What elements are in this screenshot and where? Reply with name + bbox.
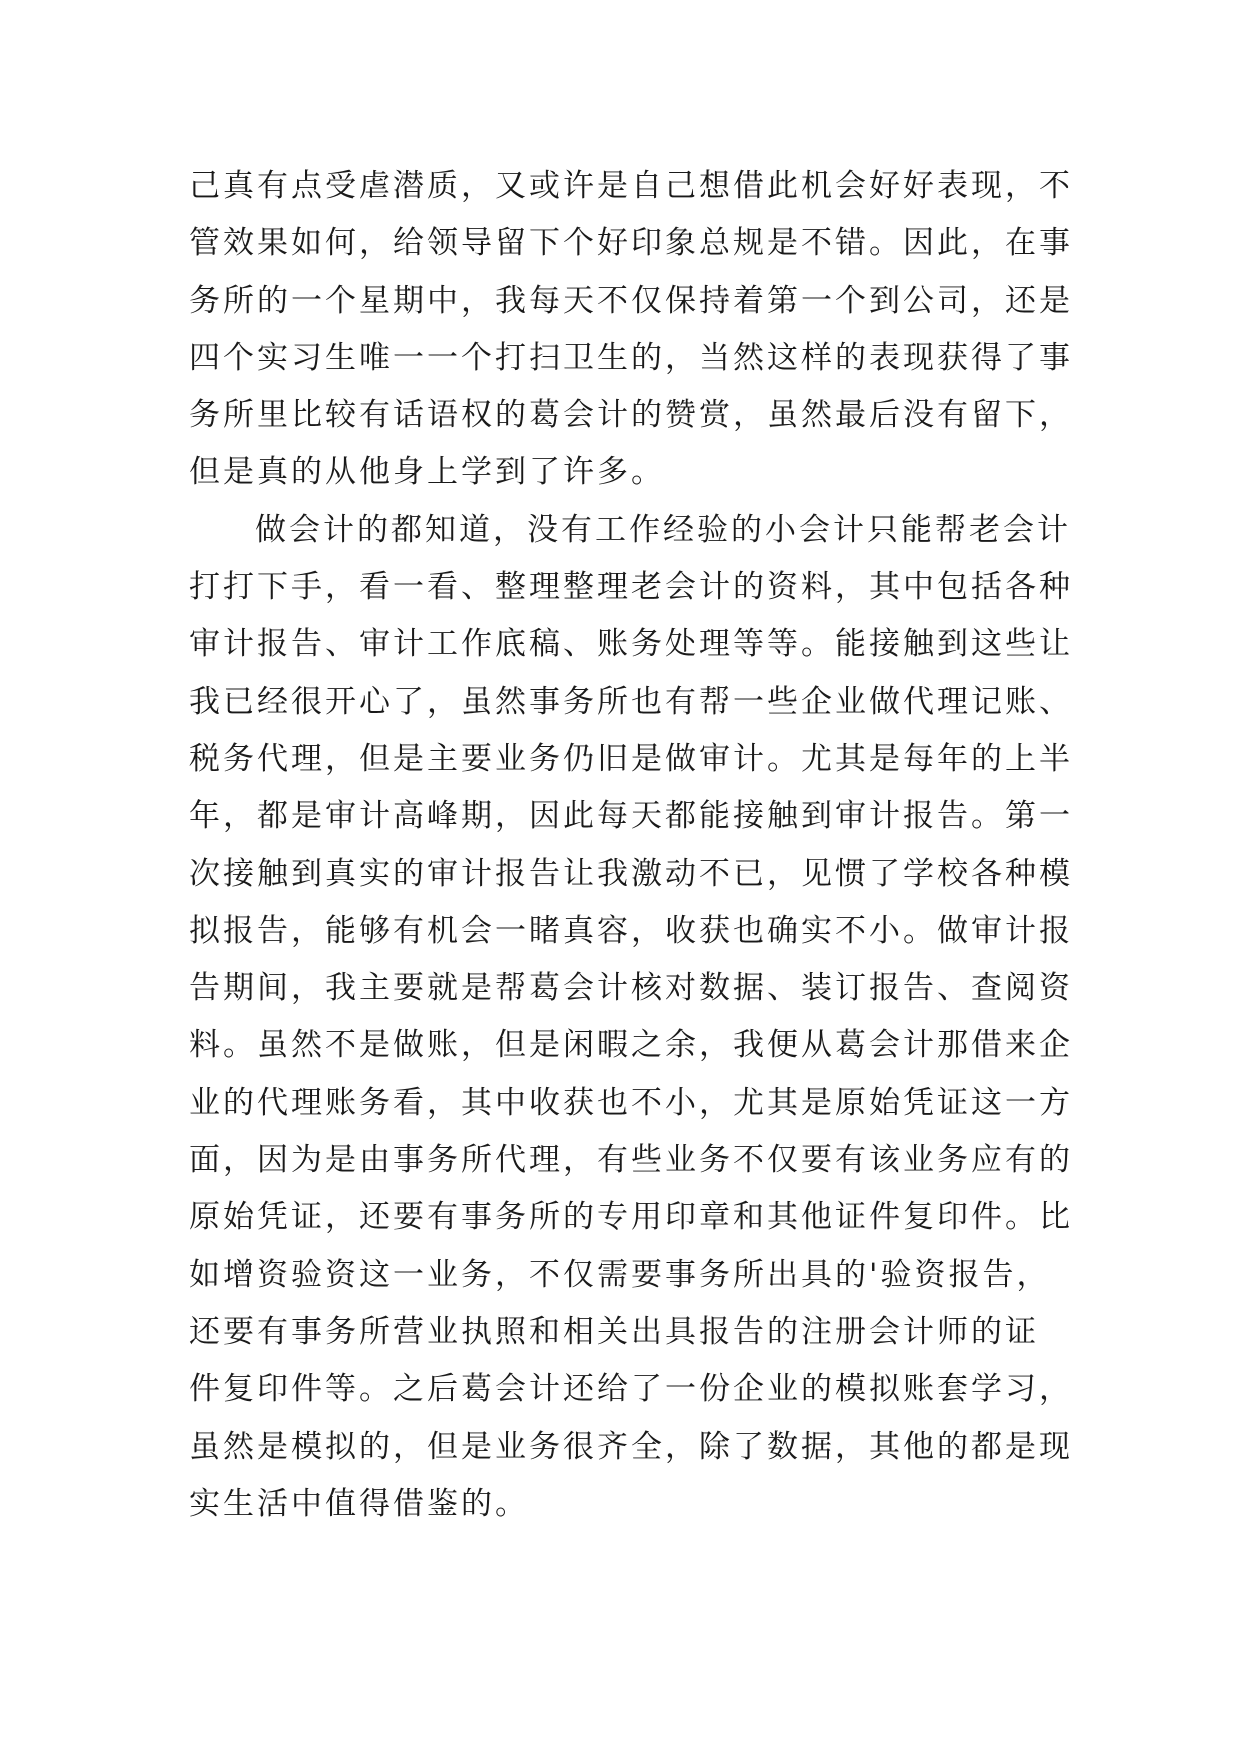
body-text — [189, 158, 1073, 1533]
text-line: 告期间，我主要就是帮葛会计核对数据、装订报告、查阅资 — [189, 970, 1073, 1007]
text-line: 我已经很开心了，虽然事务所也有帮一些企业做代理记账、 — [189, 683, 1073, 720]
text-line: 还要有事务所营业执照和相关出具报告的注册会计师的证 — [189, 1313, 1039, 1350]
text-line: 实生活中值得借鉴的。 — [189, 1485, 529, 1522]
text-line: 年，都是审计高峰期，因此每天都能接触到审计报告。第一 — [189, 798, 1073, 835]
text-line: 审计报告、审计工作底稿、账务处理等等。能接触到这些让 — [189, 626, 1073, 663]
text-line: 如增资验资这一业务，不仅需要事务所出具的'验资报告， — [189, 1256, 1051, 1293]
text-line: 面，因为是由事务所代理，有些业务不仅要有该业务应有的 — [189, 1142, 1073, 1179]
text-line: 管效果如何，给领导留下个好印象总规是不错。因此，在事 — [189, 225, 1073, 262]
text-line: 业的代理账务看，其中收获也不小，尤其是原始凭证这一方 — [189, 1084, 1073, 1121]
text-line: 虽然是模拟的，但是业务很齐全，除了数据，其他的都是现 — [189, 1428, 1073, 1465]
text-line: 税务代理，但是主要业务仍旧是做审计。尤其是每年的上半 — [189, 740, 1073, 777]
text-line: 次接触到真实的审计报告让我激动不已，见惯了学校各种模 — [189, 855, 1073, 892]
text-line: 务所的一个星期中，我每天不仅保持着第一个到公司，还是 — [189, 282, 1073, 319]
text-line: 件复印件等。之后葛会计还给了一份企业的模拟账套学习， — [189, 1371, 1073, 1408]
text-line: 但是真的从他身上学到了许多。 — [189, 454, 665, 491]
text-line: 料。虽然不是做账，但是闲暇之余，我便从葛会计那借来企 — [189, 1027, 1073, 1064]
paragraph-start-line: 做会计的都知道，没有工作经验的小会计只能帮老会计 — [255, 511, 1071, 548]
text-line: 己真有点受虐潜质，又或许是自己想借此机会好好表现，不 — [189, 168, 1073, 204]
text-line: 务所里比较有话语权的葛会计的赞赏，虽然最后没有留下， — [189, 397, 1073, 434]
text-line: 四个实习生唯一一个打扫卫生的，当然这样的表现获得了事 — [189, 339, 1073, 376]
text-line: 拟报告，能够有机会一睹真容，收获也确实不小。做审计报 — [189, 912, 1073, 949]
text-line: 原始凭证，还要有事务所的专用印章和其他证件复印件。比 — [189, 1199, 1073, 1236]
text-line: 打打下手，看一看、整理整理老会计的资料，其中包括各种 — [189, 569, 1073, 606]
